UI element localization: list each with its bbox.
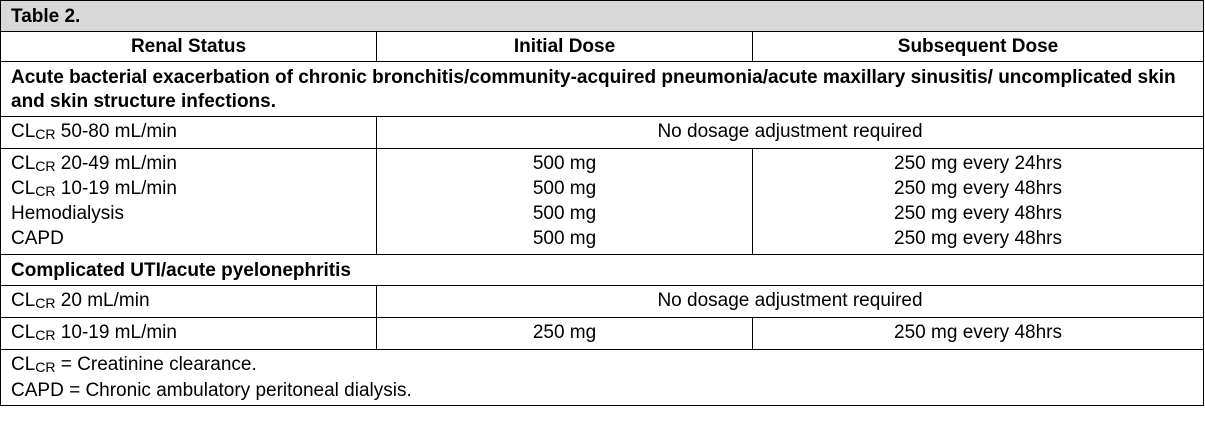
initial-dose-cell: 500 mg 500 mg 500 mg 500 mg [377, 149, 753, 255]
section-heading-uti: Complicated UTI/acute pyelonephritis [1, 255, 1204, 286]
table-row-group [1, 149, 1204, 255]
table-title: Table 2. [1, 1, 1204, 32]
initial-dose-cell: 250 mg [377, 318, 753, 350]
merged-dose-cell: No dosage adjustment required [377, 286, 1204, 318]
footnote-capd: CAPD = Chronic ambulatory peritoneal dialysis. [11, 380, 412, 401]
renal-status-cell: CLCR 10-19 mL/min [1, 318, 377, 350]
footnote-clcr: CLCR = Creatinine clearance. [11, 354, 257, 375]
renal-status-cell: CLCR 20-49 mL/min CLCR 10-19 mL/min Hemodialysis CAPD [1, 149, 377, 255]
section-heading-row [1, 255, 1204, 286]
header-initial-dose: Initial Dose [377, 32, 753, 62]
table-header-row [1, 32, 1204, 62]
header-renal-status: Renal Status [1, 32, 377, 62]
table-title-row [1, 1, 1204, 32]
subsequent-dose-cell: 250 mg every 48hrs [753, 318, 1204, 350]
table-row [1, 117, 1204, 149]
renal-status-cell: CLCR 20 mL/min [1, 286, 377, 318]
table-row [1, 318, 1204, 350]
merged-dose-cell: No dosage adjustment required [377, 117, 1204, 149]
subsequent-dose-cell: 250 mg every 24hrs 250 mg every 48hrs 250 mg every 48hrs 250 mg every 48hrs [753, 149, 1204, 255]
table-row [1, 286, 1204, 318]
section-heading-bronchitis: Acute bacterial exacerbation of chronic bronchitis/community-acquired pneumonia/acute maxillary sinusitis/ uncomplicated skin and skin structure infections. [1, 62, 1204, 117]
renal-status-cell: CLCR 50-80 mL/min [1, 117, 377, 149]
footnote-row [1, 350, 1204, 406]
footnotes [1, 350, 1204, 406]
header-subsequent-dose: Subsequent Dose [753, 32, 1204, 62]
section-heading-row [1, 62, 1204, 117]
